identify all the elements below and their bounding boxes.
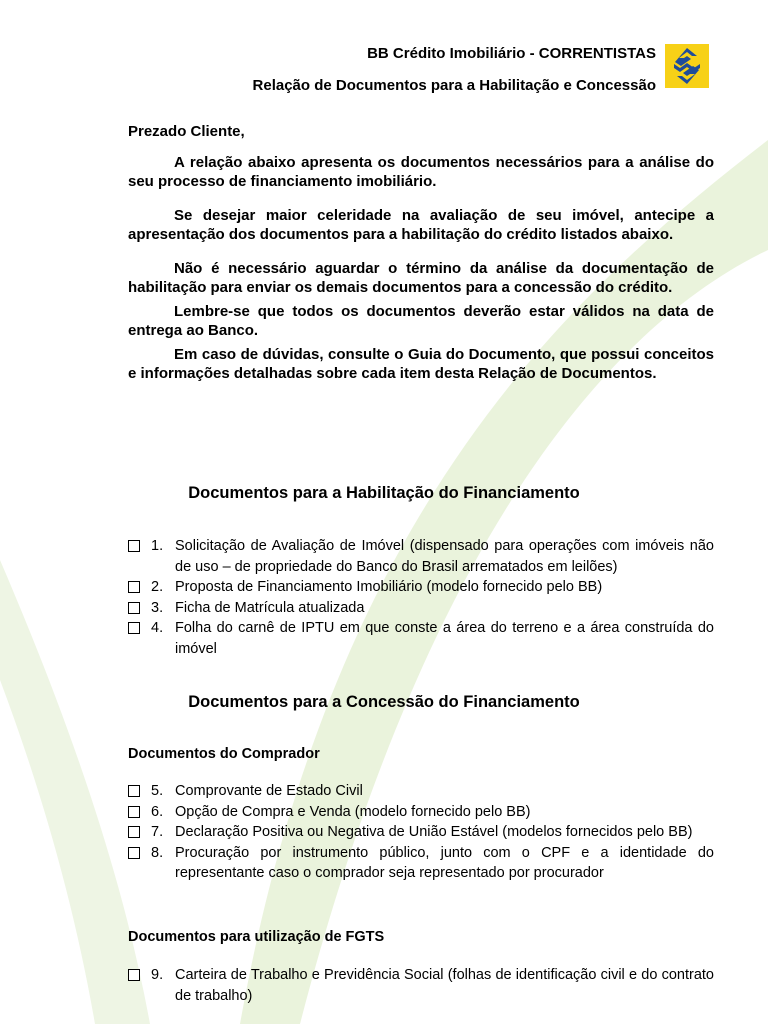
checkbox[interactable] bbox=[128, 847, 140, 859]
habilitacao-list bbox=[128, 536, 714, 659]
item-number: 1. bbox=[151, 538, 164, 554]
intro-paragraph: Não é necessário aguardar o término da análise da documentação de habilitação para enviar os demais documentos para a concessão do crédito. bbox=[128, 260, 714, 296]
intro-paragraph: Em caso de dúvidas, consulte o Guia do Documento, que possui conceitos e informações detalhadas sobre cada item desta Relação de Documentos. bbox=[128, 346, 714, 382]
document-header bbox=[253, 44, 656, 96]
header-subtitle: Relação de Documentos para a Habilitação e Concessão bbox=[252, 77, 656, 94]
banco-do-brasil-logo-icon bbox=[665, 44, 709, 88]
list-item bbox=[128, 802, 714, 823]
item-text: Solicitação de Avaliação de Imóvel (dispensado para operações com imóveis não de uso – de propriedade do Banco do Brasil arrematados em leilões) bbox=[175, 538, 714, 575]
item-text: Comprovante de Estado Civil bbox=[175, 783, 363, 799]
item-text: Procuração por instrumento público, junto com o CPF e a identidade do representante caso o comprador seja representado por procurador bbox=[175, 844, 714, 881]
item-text: Opção de Compra e Venda (modelo fornecido pelo BB) bbox=[175, 803, 531, 820]
checkbox[interactable] bbox=[128, 826, 140, 838]
item-number: 2. bbox=[151, 579, 164, 595]
section-title-habilitacao: Documentos para a Habilitação do Financiamento bbox=[188, 484, 580, 502]
item-text: Declaração Positiva ou Negativa de União Estável (modelos fornecidos pelo BB) bbox=[175, 824, 693, 840]
intro-paragraph: A relação abaixo apresenta os documentos necessários para a análise do seu processo de financiamento imobiliário. bbox=[128, 154, 714, 190]
checkbox[interactable] bbox=[128, 969, 140, 981]
list-item bbox=[128, 781, 714, 802]
item-number: 3. bbox=[151, 599, 164, 616]
checkbox[interactable] bbox=[128, 602, 140, 614]
section-title-concessao: Documentos para a Concessão do Financiamento bbox=[188, 693, 580, 711]
checkbox[interactable] bbox=[128, 540, 140, 552]
subsection-title-fgts: Documentos para utilização de FGTS bbox=[128, 929, 385, 945]
list-item bbox=[128, 843, 714, 884]
checkbox[interactable] bbox=[128, 806, 140, 818]
subsection-title-comprador: Documentos do Comprador bbox=[128, 746, 320, 762]
intro-paragraph: Lembre-se que todos os documentos deverão estar válidos na data de entrega ao Banco. bbox=[128, 303, 714, 339]
fgts-list bbox=[128, 965, 714, 1006]
item-number: 4. bbox=[151, 620, 164, 636]
list-item bbox=[128, 822, 714, 843]
item-number: 6. bbox=[151, 803, 164, 820]
intro-text bbox=[128, 122, 714, 383]
item-number: 7. bbox=[151, 824, 164, 840]
salutation: Prezado Cliente, bbox=[128, 123, 245, 140]
checkbox[interactable] bbox=[128, 785, 140, 797]
item-number: 9. bbox=[151, 967, 164, 983]
comprador-list bbox=[128, 781, 714, 884]
item-number: 8. bbox=[151, 844, 164, 861]
list-item bbox=[128, 965, 714, 1006]
list-item bbox=[128, 618, 714, 659]
list-item bbox=[128, 598, 714, 619]
checkbox[interactable] bbox=[128, 581, 140, 593]
item-text: Ficha de Matrícula atualizada bbox=[175, 599, 365, 616]
item-text: Carteira de Trabalho e Previdência Social (folhas de identificação civil e do contrato de trabalho) bbox=[175, 967, 714, 1004]
header-title: BB Crédito Imobiliário - CORRENTISTAS bbox=[367, 45, 656, 62]
list-item bbox=[128, 536, 714, 577]
list-item bbox=[128, 577, 714, 598]
checkbox[interactable] bbox=[128, 622, 140, 634]
item-text: Folha do carnê de IPTU em que conste a área do terreno e a área construída do imóvel bbox=[175, 620, 714, 657]
item-number: 5. bbox=[151, 783, 164, 799]
intro-paragraph: Se desejar maior celeridade na avaliação de seu imóvel, antecipe a apresentação dos documentos para a habilitação do crédito listados abaixo. bbox=[128, 207, 714, 243]
item-text: Proposta de Financiamento Imobiliário (modelo fornecido pelo BB) bbox=[175, 579, 603, 595]
